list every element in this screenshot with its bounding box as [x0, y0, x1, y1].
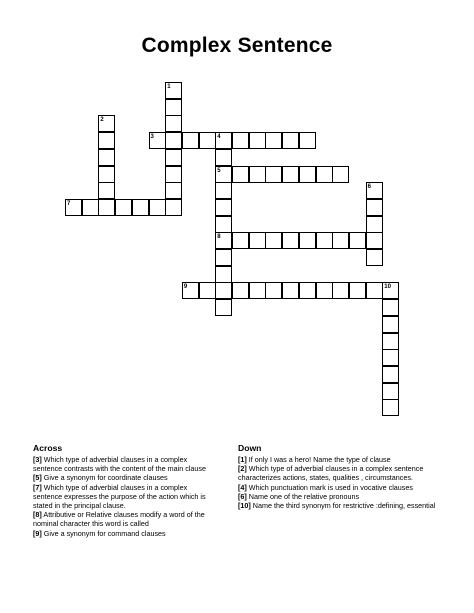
- across-clue: [33, 455, 218, 473]
- grid-cell[interactable]: [366, 182, 383, 199]
- clue-number: 2: [100, 117, 104, 124]
- clue-label: [1]: [238, 455, 247, 464]
- across-clues: [33, 443, 218, 538]
- grid-cell[interactable]: [215, 199, 232, 216]
- clue-text: Which type of adverbial clauses in a complex sentence expresses the purpose of the action which is stated in the principal clause.: [33, 482, 206, 511]
- grid-cell[interactable]: [199, 282, 216, 299]
- grid-cell[interactable]: [382, 366, 399, 383]
- clue-text: Which type of adverbial clauses in a complex sentence characterizes actions, states, qualities , circumstances.: [238, 464, 424, 483]
- grid-cell[interactable]: [382, 316, 399, 333]
- clue-text: Which punctuation mark is used in vocative clauses: [246, 482, 413, 492]
- clue-text: If only I was a hero! Name the type of clause: [246, 455, 391, 464]
- clue-text: Which type of adverbial clauses in a complex sentence contrasts with the content of the main clause: [33, 455, 206, 474]
- grid-cell[interactable]: [349, 232, 366, 249]
- grid-cell[interactable]: [98, 115, 115, 132]
- clue-number: 9: [183, 284, 188, 291]
- grid-cell[interactable]: [65, 199, 82, 216]
- grid-cell[interactable]: [182, 282, 199, 299]
- grid-cell[interactable]: [199, 132, 216, 149]
- grid-cell[interactable]: [149, 132, 166, 149]
- grid-cell[interactable]: [332, 166, 349, 183]
- grid-cell[interactable]: [215, 266, 232, 283]
- grid-cell[interactable]: [115, 199, 132, 216]
- grid-cell[interactable]: [249, 232, 266, 249]
- clue-text: Attributive or Relative clauses modify a word of the nominal character this word is called: [33, 510, 205, 529]
- clue-number: 1: [167, 84, 171, 90]
- down-clue: [238, 455, 438, 464]
- grid-cell[interactable]: [299, 282, 316, 299]
- grid-cell[interactable]: [316, 282, 333, 299]
- grid-cell[interactable]: [382, 383, 399, 400]
- across-clue: [33, 529, 218, 538]
- grid-cell[interactable]: [215, 182, 232, 199]
- grid-cell[interactable]: [165, 115, 182, 132]
- grid-cell[interactable]: [282, 132, 299, 149]
- grid-cell[interactable]: [165, 99, 182, 116]
- grid-cell[interactable]: [265, 282, 282, 299]
- clue-label: [5]: [33, 473, 42, 483]
- grid-cell[interactable]: [232, 282, 249, 299]
- page-title: Complex Sentence: [141, 34, 333, 57]
- clue-text: Name one of the relative pronouns: [246, 491, 360, 501]
- grid-cell[interactable]: [366, 282, 383, 299]
- grid-cell[interactable]: [215, 216, 232, 233]
- grid-cell[interactable]: [265, 132, 282, 149]
- grid-cell[interactable]: [215, 149, 232, 166]
- grid-cell[interactable]: [215, 299, 232, 316]
- clue-text: Give a synonym for command clauses: [41, 528, 166, 538]
- down-heading: Down: [238, 443, 262, 453]
- grid-cell[interactable]: [232, 232, 249, 249]
- grid-cell[interactable]: [98, 132, 115, 149]
- clue-label: [10]: [238, 501, 251, 511]
- clue-label: [9]: [33, 528, 42, 538]
- grid-cell[interactable]: [215, 232, 232, 249]
- across-heading: Across: [33, 443, 63, 453]
- clue-number: 6: [367, 184, 371, 191]
- grid-cell[interactable]: [382, 399, 399, 416]
- grid-cell[interactable]: [98, 166, 115, 183]
- grid-cell[interactable]: [232, 166, 249, 183]
- clue-label: [2]: [238, 464, 247, 474]
- grid-cell[interactable]: [249, 132, 266, 149]
- grid-cell[interactable]: [82, 199, 99, 216]
- clue-label: [6]: [238, 491, 247, 501]
- clue-number: 5: [217, 167, 221, 174]
- grid-cell[interactable]: [282, 232, 299, 249]
- grid-cell[interactable]: [132, 199, 149, 216]
- grid-cell[interactable]: [316, 166, 333, 183]
- grid-cell[interactable]: [316, 232, 333, 249]
- down-clue: [238, 464, 438, 482]
- grid-cell[interactable]: [366, 249, 383, 266]
- grid-cell[interactable]: [98, 199, 115, 216]
- clue-label: [4]: [238, 482, 247, 492]
- grid-cell[interactable]: [282, 166, 299, 183]
- grid-cell[interactable]: [165, 166, 182, 183]
- clue-number: 4: [217, 134, 221, 141]
- down-clue: [238, 501, 438, 510]
- across-clue: [33, 473, 218, 482]
- grid-cell[interactable]: [165, 182, 182, 199]
- grid-cell[interactable]: [299, 232, 316, 249]
- grid-cell[interactable]: [332, 282, 349, 299]
- grid-cell[interactable]: [299, 166, 316, 183]
- grid-cell[interactable]: [215, 282, 232, 299]
- grid-cell[interactable]: [382, 333, 399, 350]
- grid-cell[interactable]: [282, 282, 299, 299]
- down-clue: [238, 492, 438, 501]
- grid-cell[interactable]: [382, 299, 399, 316]
- clue-label: [8]: [33, 510, 42, 520]
- grid-cell[interactable]: [366, 216, 383, 233]
- grid-cell[interactable]: [366, 232, 383, 249]
- down-clue: [238, 483, 438, 492]
- clue-number: 3: [150, 134, 154, 141]
- grid-cell[interactable]: [299, 132, 316, 149]
- grid-cell[interactable]: [332, 232, 349, 249]
- clue-text: Give a synonym for coordinate clauses: [41, 473, 168, 483]
- grid-cell[interactable]: [98, 182, 115, 199]
- grid-cell[interactable]: [182, 132, 199, 149]
- grid-cell[interactable]: [232, 132, 249, 149]
- grid-cell[interactable]: [382, 349, 399, 366]
- grid-cell[interactable]: [249, 282, 266, 299]
- clue-label: [7]: [33, 482, 42, 492]
- grid-cell[interactable]: [215, 249, 232, 266]
- across-clue: [33, 483, 218, 511]
- grid-cell[interactable]: [366, 199, 383, 216]
- grid-cell[interactable]: [215, 132, 232, 149]
- clue-text: Name the third synonym for restrictive :defining, essential: [250, 501, 436, 511]
- grid-cell[interactable]: [265, 166, 282, 183]
- grid-cell[interactable]: [265, 232, 282, 249]
- grid-cell[interactable]: [215, 166, 232, 183]
- across-clue: [33, 510, 218, 528]
- grid-cell[interactable]: [349, 282, 366, 299]
- clue-number: 7: [67, 200, 71, 207]
- grid-cell[interactable]: [249, 166, 266, 183]
- clue-number: 10: [384, 284, 391, 291]
- clue-number: 8: [217, 234, 221, 241]
- grid-cell[interactable]: [149, 199, 166, 216]
- grid-cell[interactable]: [165, 199, 182, 216]
- grid-cell[interactable]: [165, 149, 182, 166]
- grid-cell[interactable]: [98, 149, 115, 166]
- grid-cell[interactable]: [165, 82, 182, 99]
- grid-cell[interactable]: [382, 282, 399, 299]
- grid-cell[interactable]: [165, 132, 182, 149]
- clue-label: [3]: [33, 455, 42, 464]
- down-clues: [238, 443, 438, 510]
